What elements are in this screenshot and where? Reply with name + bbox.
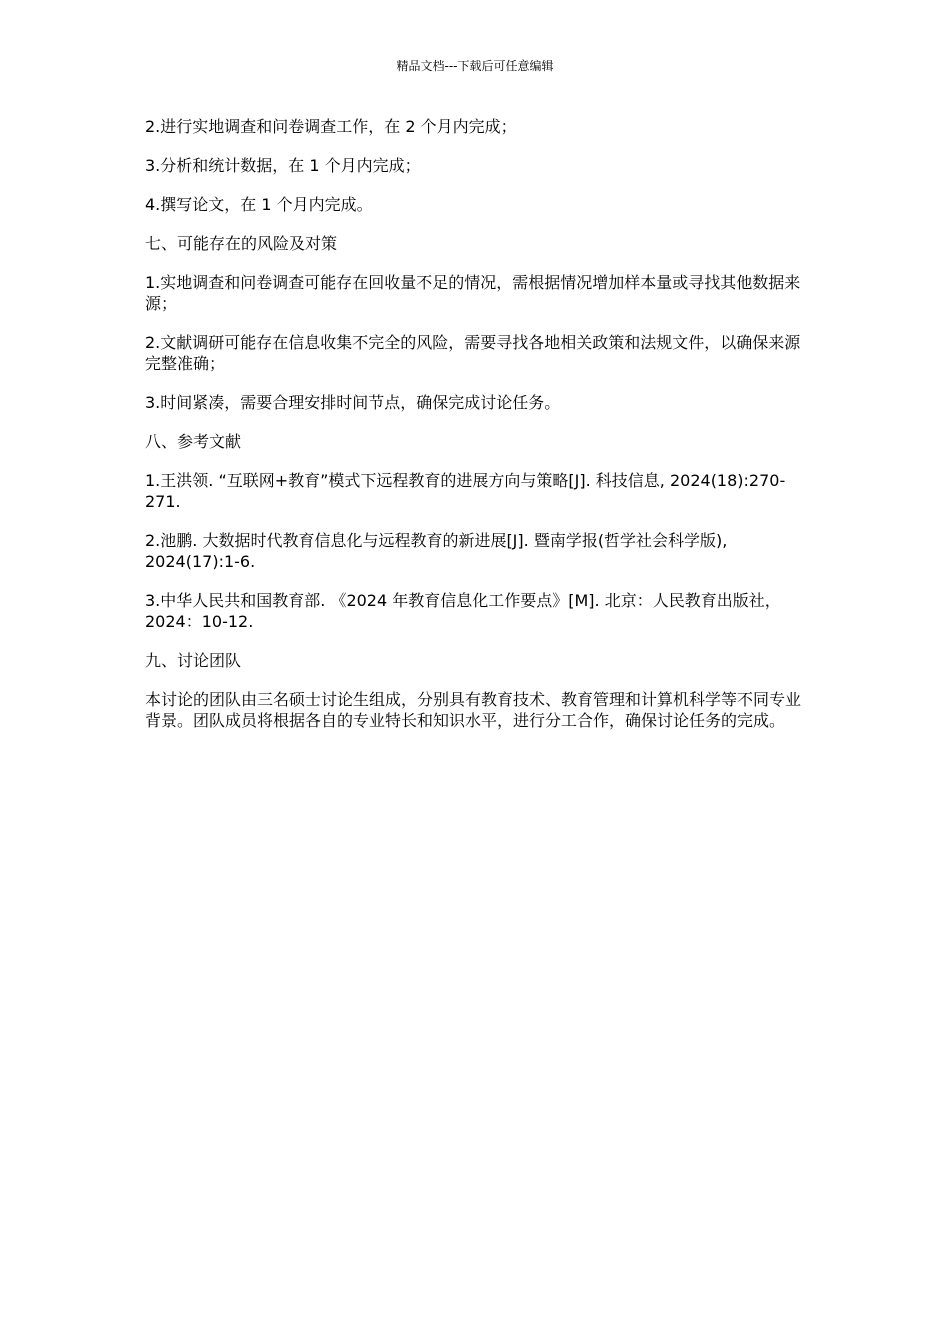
risk-item-3: 3.时间紧凑，需要合理安排时间节点，确保完成讨论任务。 [145,393,561,412]
reference-item-1: 1.王洪领. “互联网+教育”模式下远程教育的进展方向与策略[J]. 科技信息, 2024(18):270-271. [145,471,786,511]
reference-item-3: 3.中华人民共和国教育部. 《2024 年教育信息化工作要点》[M]. 北京：人民教育出版社，2024：10-12. [145,591,781,631]
plan-item-2: 2.进行实地调查和问卷调查工作，在 2 个月内完成； [145,117,517,136]
reference-item-2: 2.池鹏. 大数据时代教育信息化与远程教育的新进展[J]. 暨南学报(哲学社会科学版), 2024(17):1-6. [145,531,728,571]
risk-item-1: 1.实地调查和问卷调查可能存在回收量不足的情况，需根据情况增加样本量或寻找其他数据来源； [145,273,801,313]
risk-item-2: 2.文献调研可能存在信息收集不完全的风险，需要寻找各地相关政策和法规文件，以确保来源完整准确； [145,333,801,373]
team-description: 本讨论的团队由三名硕士讨论生组成，分别具有教育技术、教育管理和计算机科学等不同专业背景。团队成员将根据各自的专业特长和知识水平，进行分工合作，确保讨论任务的完成。 [145,690,802,730]
section-heading-team: 九、讨论团队 [145,651,242,670]
plan-item-3: 3.分析和统计数据，在 1 个月内完成； [145,156,421,175]
section-heading-risks: 七、可能存在的风险及对策 [145,234,338,253]
page-header: 精品文档---下载后可任意编辑 [396,59,554,73]
plan-item-4: 4.撰写论文，在 1 个月内完成。 [145,195,373,214]
section-heading-references: 八、参考文献 [145,432,242,451]
document-body [145,116,810,749]
